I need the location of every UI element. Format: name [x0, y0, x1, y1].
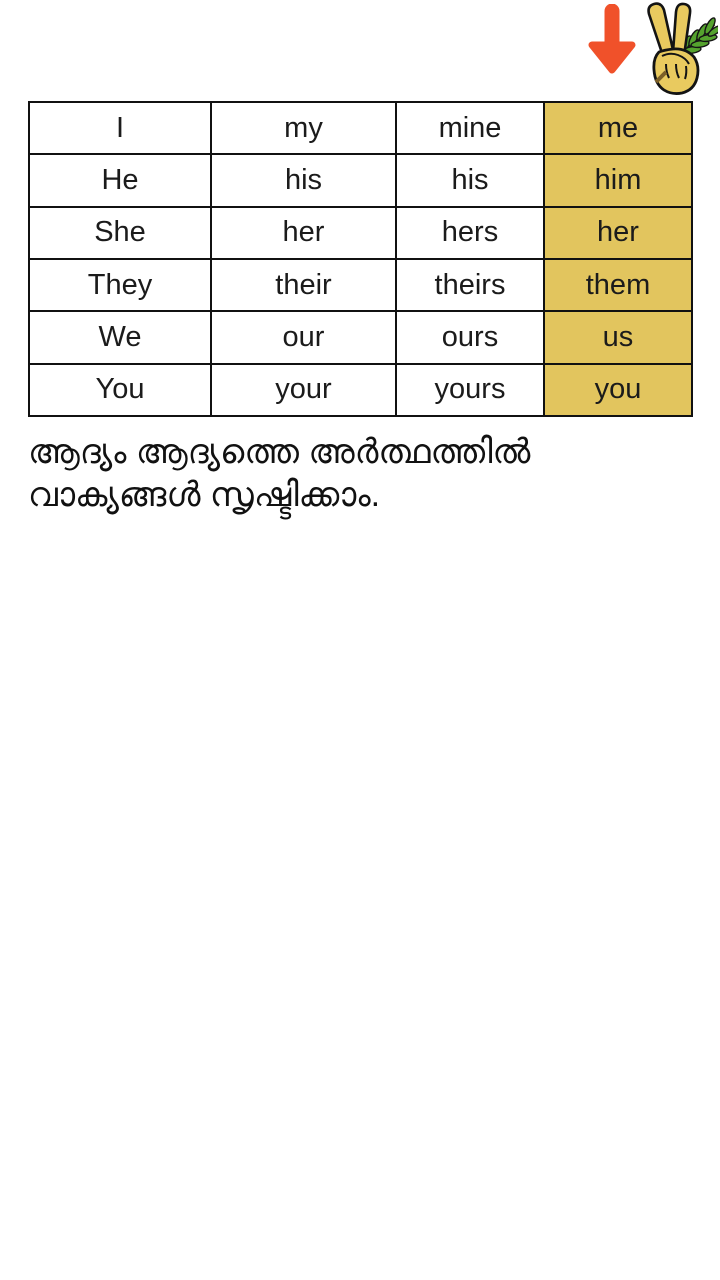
possessive-adj-cell: your — [211, 364, 396, 416]
peace-hand-icon — [626, 0, 718, 96]
possessive-pronoun-cell: ours — [396, 311, 544, 363]
table-row — [29, 259, 692, 311]
subject-cell: He — [29, 154, 211, 206]
caption-line: വാക്യങ്ങൾ സൃഷ്ടിക്കാം. — [28, 476, 381, 515]
possessive-adj-cell: my — [211, 102, 396, 154]
table-row — [29, 364, 692, 416]
subject-cell: They — [29, 259, 211, 311]
object-pronoun-cell: me — [544, 102, 692, 154]
table-row — [29, 154, 692, 206]
caption-line: ആദ്യം ആദ്യത്തെ അർത്ഥത്തിൽ — [28, 433, 531, 471]
object-pronoun-cell: us — [544, 311, 692, 363]
table-row — [29, 311, 692, 363]
object-pronoun-cell: her — [544, 207, 692, 259]
possessive-pronoun-cell: his — [396, 154, 544, 206]
object-pronoun-cell: you — [544, 364, 692, 416]
header-icon-cluster — [580, 0, 720, 96]
possessive-pronoun-cell: hers — [396, 207, 544, 259]
table-row — [29, 207, 692, 259]
possessive-adj-cell: their — [211, 259, 396, 311]
object-pronoun-cell: them — [544, 259, 692, 311]
possessive-adj-cell: her — [211, 207, 396, 259]
subject-cell: We — [29, 311, 211, 363]
possessive-adj-cell: our — [211, 311, 396, 363]
subject-cell: She — [29, 207, 211, 259]
possessive-pronoun-cell: theirs — [396, 259, 544, 311]
possessive-adj-cell: his — [211, 154, 396, 206]
table-row — [29, 102, 692, 154]
subject-cell: You — [29, 364, 211, 416]
possessive-pronoun-cell: yours — [396, 364, 544, 416]
pronoun-table — [28, 101, 693, 417]
object-pronoun-cell: him — [544, 154, 692, 206]
possessive-pronoun-cell: mine — [396, 102, 544, 154]
subject-cell: I — [29, 102, 211, 154]
malayalam-caption — [28, 431, 648, 517]
